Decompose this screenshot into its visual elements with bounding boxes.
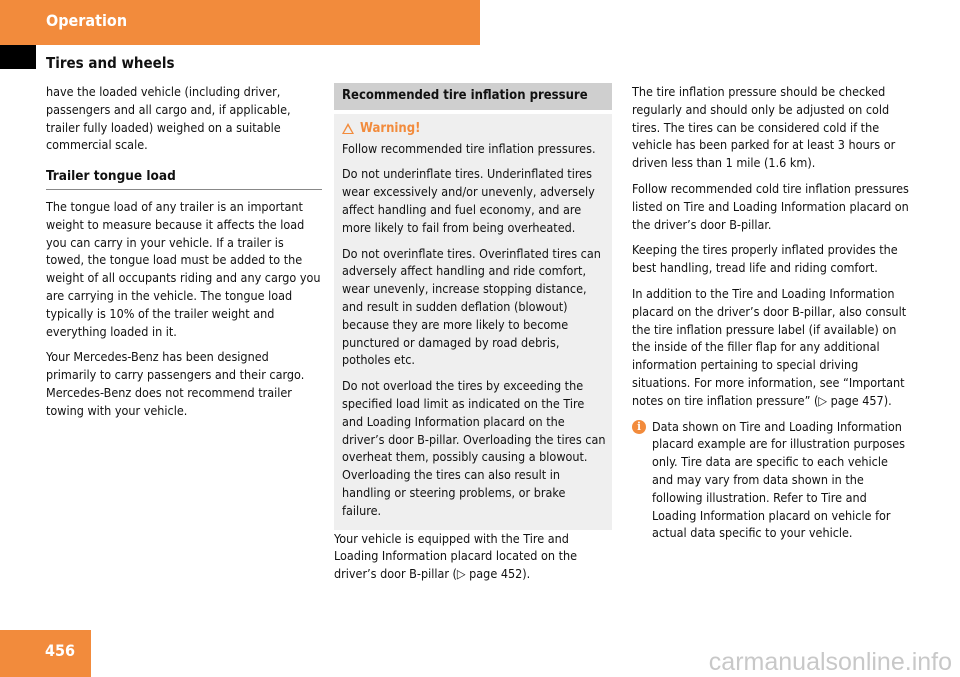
- warning-paragraph-4: Do not overload the tires by exceeding the specified load limit as indicated on the Tire and Loading Information placard on the driver’s door B-pillar. Overloading the tires can overheat them, possibly causing a blowout. Overloading the tires can also result in handling or steering problems, or brake failure.: [342, 378, 606, 518]
- warning-title: [342, 120, 606, 138]
- section-header-bar: [0, 0, 480, 45]
- page-subtitle: Tires and wheels: [46, 54, 175, 72]
- towing-paragraph: Your Mercedes-Benz has been designed primarily to carry passengers and their cargo. Mercedes-Benz does not recommend trailer towing with your vehicle.: [46, 349, 305, 418]
- inflation-pressure-heading: Recommended tire inflation pressure: [334, 83, 612, 110]
- info-note: [632, 418, 912, 543]
- right-paragraph-1: The tire inflation pressure should be checked regularly and should only be adjusted on cold tires. The tires can be considered cold if the vehicle has been parked for at least 3 hours or driven less than 1 mile (1.6 km).: [632, 84, 896, 171]
- info-icon: i: [632, 420, 646, 434]
- left-column: [46, 83, 322, 428]
- section-title: Operation: [46, 11, 128, 30]
- warning-label: Warning!: [360, 120, 421, 136]
- trailer-tongue-load-heading: Trailer tongue load: [46, 168, 322, 190]
- warning-paragraph-1: Follow recommended tire inflation pressures.: [342, 140, 596, 156]
- intro-paragraph: have the loaded vehicle (including driver, passengers and all cargo and, if applicable, trailer fully loaded) weighed on a suitable commercial scale.: [46, 84, 291, 153]
- info-text: Data shown on Tire and Loading Information placard example are for illustration purposes only. Tire data are specific to each vehicle and may vary from data shown in the following illustration. Refer to Tire and Loading Information placard on vehicle for actual data specific to your vehicle.: [652, 418, 905, 541]
- middle-column: [334, 83, 612, 591]
- page-number-box: [0, 630, 91, 677]
- right-paragraph-4: In addition to the Tire and Loading Information placard on the driver’s door B-pillar, also consult the tire inflation pressure label (if available) on the inside of the filler flap for any additional information pertaining to special driving situations. For more information, see “Important notes on tire inflation pressure” (▷ page 457).: [632, 285, 907, 408]
- warning-triangle-icon: [342, 123, 354, 134]
- warning-paragraph-3: Do not overinflate tires. Overinflated tires can adversely affect handling and ride comfort, wear unevenly, increase stopping distance, and result in sudden deflation (blowout) because they are more likely to become punctured or damaged by road debris, potholes etc.: [342, 245, 601, 368]
- section-marker: [0, 45, 36, 69]
- warning-box: [334, 114, 612, 530]
- warning-paragraph-2: Do not underinflate tires. Underinflated tires wear excessively and/or unevenly, adversely affect handling and fuel economy, and are more likely to fail from being overheated.: [342, 166, 595, 235]
- right-paragraph-2: Follow recommended cold tire inflation pressures listed on Tire and Loading Information placard on the driver’s door B-pillar.: [632, 180, 909, 232]
- right-paragraph-3: Keeping the tires properly inflated provides the best handling, tread life and riding comfort.: [632, 242, 898, 276]
- placard-location-paragraph: Your vehicle is equipped with the Tire and Loading Information placard located on the driver’s door B-pillar (▷ page 452).: [334, 530, 578, 582]
- right-column: [632, 83, 912, 542]
- watermark: carmanualsonline.info: [708, 648, 952, 676]
- page-number: 456: [45, 641, 76, 660]
- tongue-load-paragraph: The tongue load of any trailer is an important weight to measure because it affects the load you can carry in your vehicle. If a trailer is towed, the tongue load must be added to the weight of all occupants riding and any cargo you are carrying in the vehicle. The tongue load typically is 10% of the trailer weight and everything loaded in it.: [46, 198, 321, 339]
